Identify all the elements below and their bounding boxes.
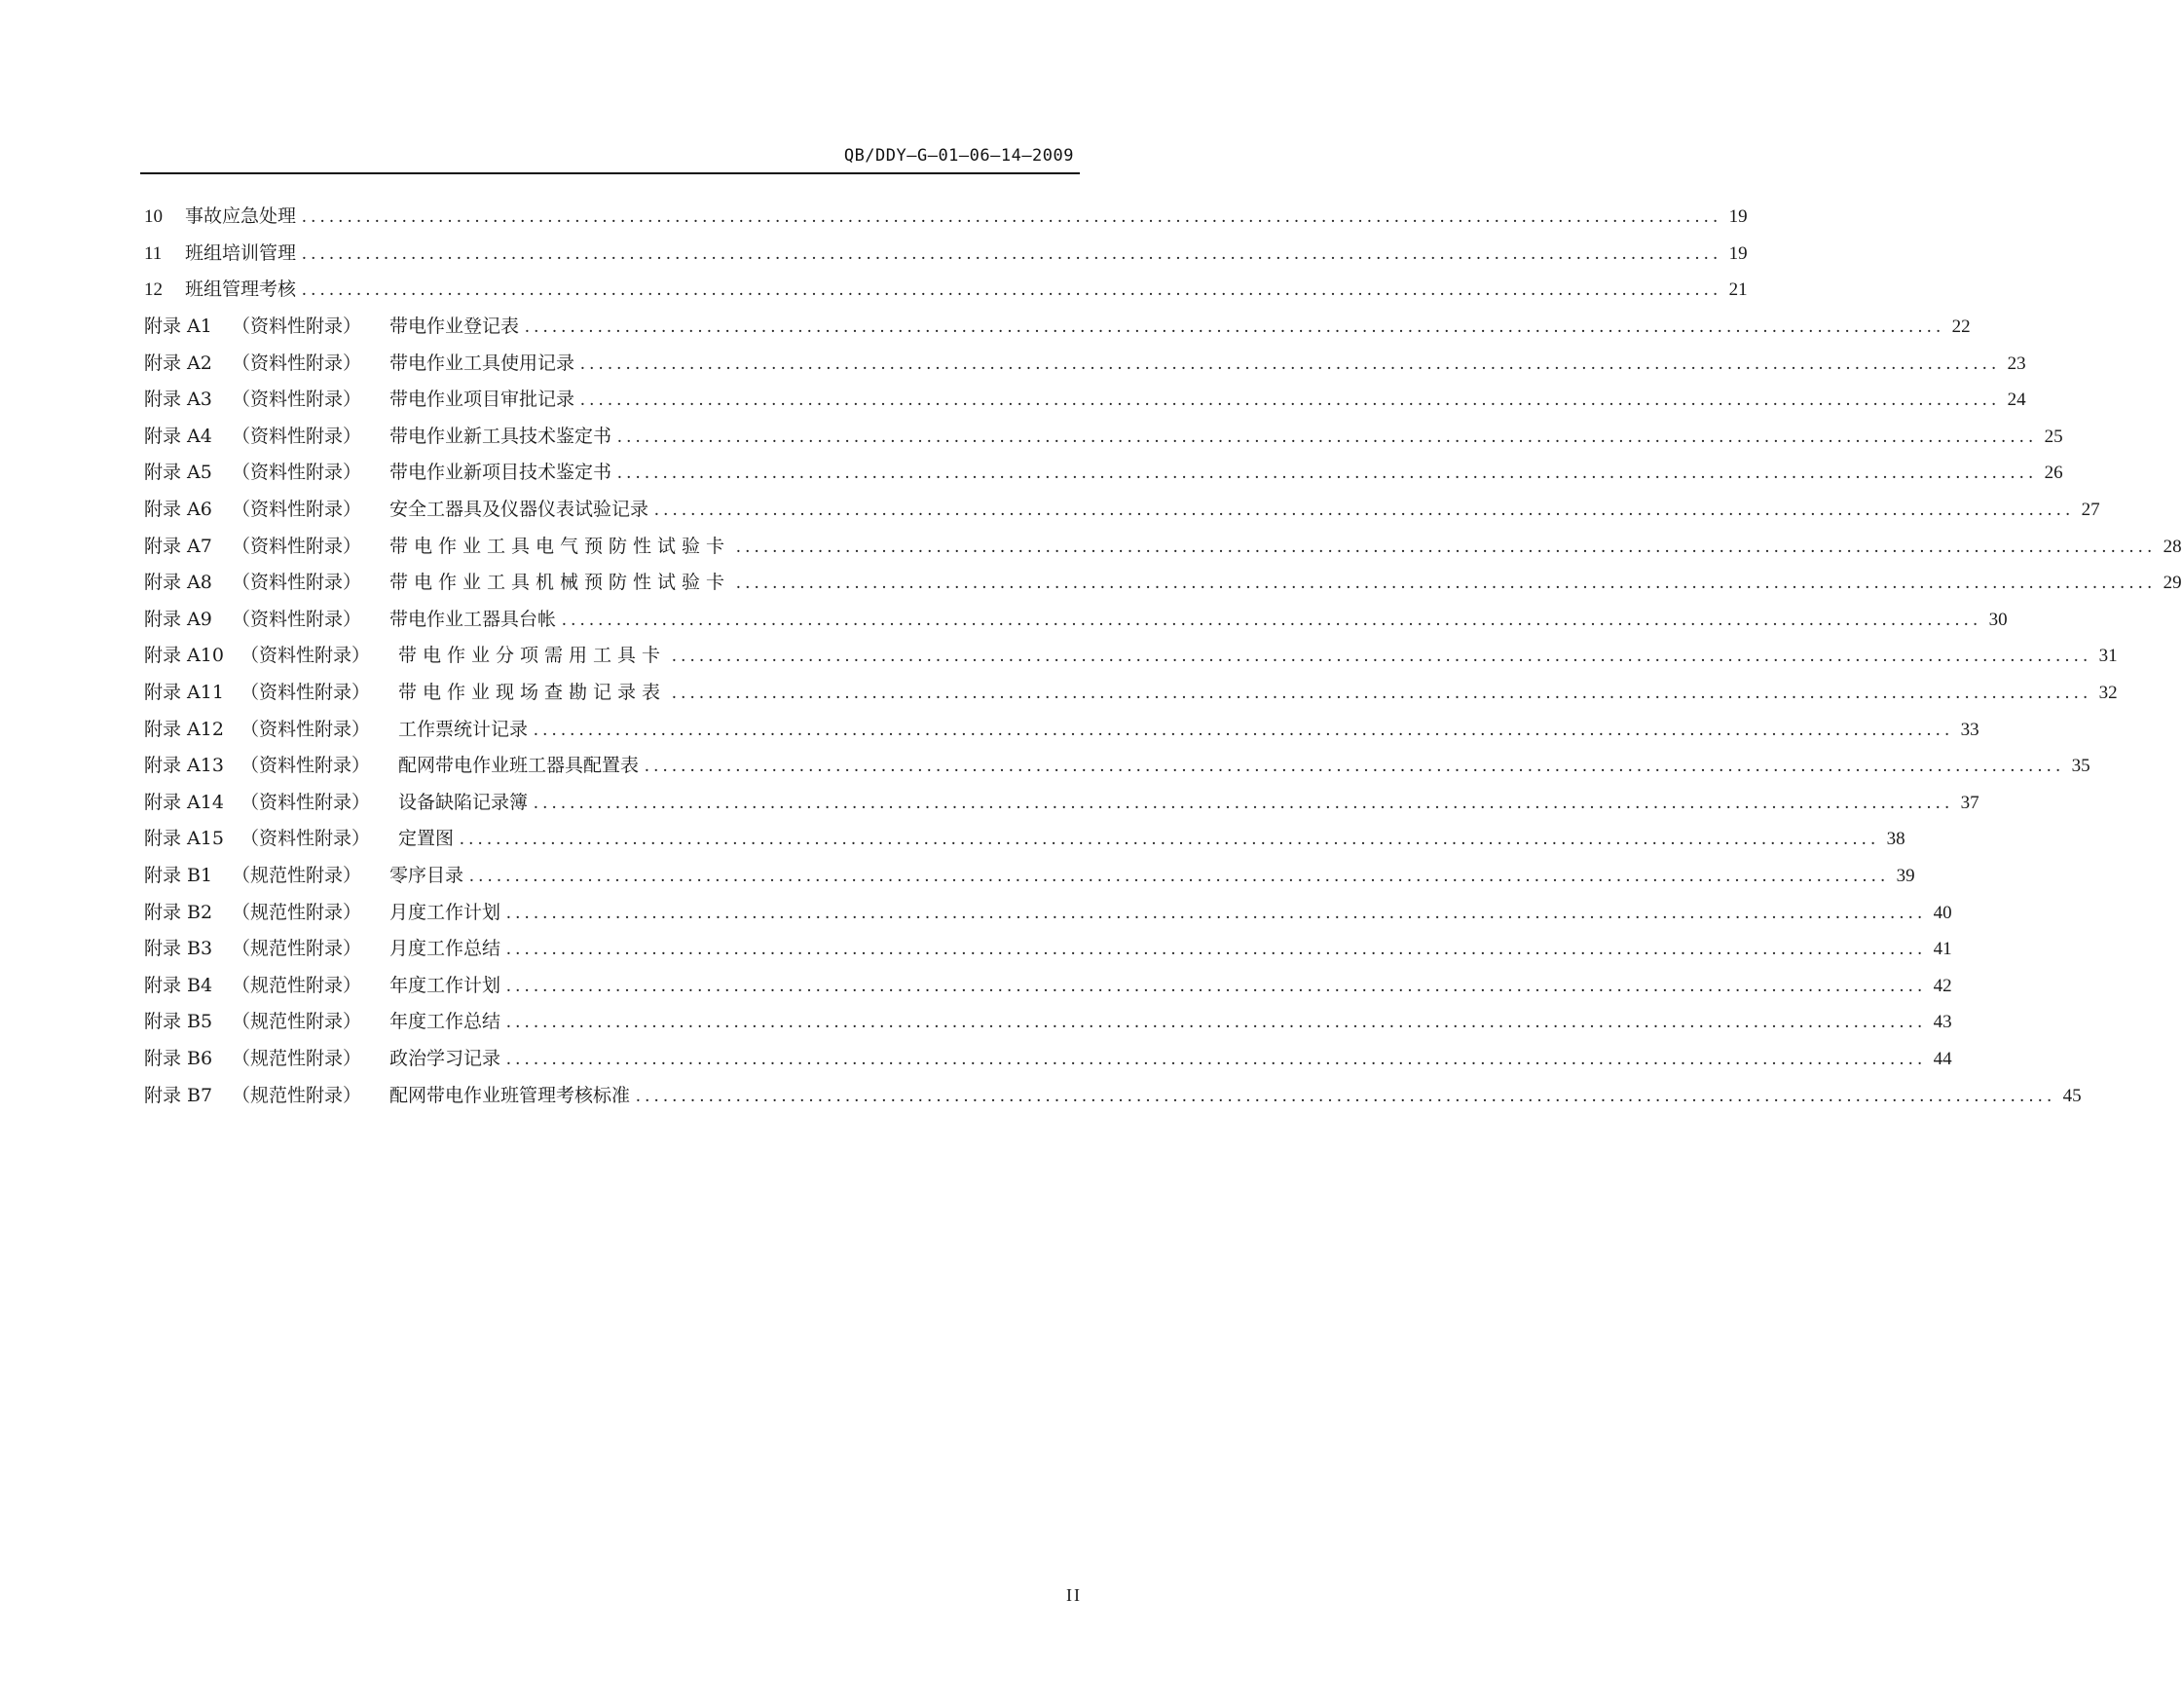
toc-leader-dots: ............................................................................................................................................................ [654,500,2075,521]
appendix-page: 33 [1960,719,1979,740]
appendix-prefix: 附录 B6 [144,1047,213,1069]
toc-leader-dots: ............................................................................................................................................................ [302,279,1722,301]
appendix-title: 年度工作计划 [389,974,501,996]
toc-entry[interactable] [144,272,1748,309]
appendix-kind: （规范性附录） [232,1084,362,1106]
toc-appendix-entry[interactable] [144,967,1952,1004]
toc-entry-title: 事故应急处理 [185,205,297,228]
toc-appendix-entry[interactable] [144,711,1979,748]
appendix-title: 带电作业工具使用记录 [389,352,575,374]
toc-leader-dots: ............................................................................................................................................................ [534,719,1954,740]
toc-entry-page: 19 [1728,242,1748,264]
appendix-kind: （规范性附录） [232,901,362,923]
toc-appendix-entry[interactable] [144,821,1905,858]
appendix-kind: （规范性附录） [232,864,362,886]
toc-appendix-entry[interactable] [144,1041,1952,1078]
appendix-page: 42 [1933,975,1952,996]
appendix-page: 28 [2163,536,2182,557]
appendix-prefix: 附录 B4 [144,974,213,996]
appendix-title: 带电作业新工具技术鉴定书 [389,425,612,447]
toc-entry-page: 19 [1728,206,1748,228]
toc-appendix-entry[interactable] [144,565,2182,602]
toc-appendix-entry[interactable] [144,748,2090,785]
appendix-title: 安全工器具及仪器仪表试验记录 [389,499,649,521]
appendix-title: 月度工作计划 [389,901,501,923]
table-of-contents [144,199,2182,1114]
appendix-title: 带电作业工器具台帐 [389,608,557,630]
toc-leader-dots: ............................................................................................................................................................ [736,573,2157,594]
toc-leader-dots: ............................................................................................................................................................ [506,1012,1927,1033]
appendix-page: 45 [2062,1085,2082,1106]
appendix-page: 25 [2044,426,2063,447]
appendix-page: 43 [1933,1012,1952,1033]
appendix-kind: （资料性附录） [232,499,362,521]
appendix-prefix: 附录 A7 [144,535,212,557]
appendix-kind: （资料性附录） [240,682,371,704]
appendix-kind: （规范性附录） [232,1047,362,1069]
toc-entry-page: 21 [1728,279,1748,301]
appendix-title: 带电作业工具电气预防性试验卡 [389,535,731,557]
appendix-prefix: 附录 A1 [144,316,212,338]
toc-appendix-entry[interactable] [144,309,1971,346]
appendix-prefix: 附录 A15 [144,828,224,850]
toc-entry-title: 班组管理考核 [185,278,297,301]
appendix-kind: （资料性附录） [232,316,362,338]
toc-leader-dots: ............................................................................................................................................................ [617,463,2038,484]
appendix-title: 年度工作总结 [389,1011,501,1033]
toc-leader-dots: ............................................................................................................................................................ [672,646,2092,667]
appendix-kind: （资料性附录） [232,389,362,411]
appendix-page: 40 [1933,902,1952,923]
toc-appendix-entry[interactable] [144,894,1952,931]
appendix-prefix: 附录 A10 [144,645,224,667]
appendix-prefix: 附录 A9 [144,608,212,630]
appendix-title: 零序目录 [389,864,464,886]
toc-entry[interactable] [144,236,1748,273]
toc-leader-dots: ............................................................................................................................................................ [506,939,1927,960]
toc-appendix-entry[interactable] [144,675,2118,712]
appendix-title: 政治学习记录 [389,1047,501,1069]
page-number: II [1066,1585,1082,1605]
appendix-title: 带电作业现场查勘记录表 [398,682,667,704]
toc-leader-dots: ............................................................................................................................................................ [525,316,1945,338]
appendix-kind: （资料性附录） [232,572,362,594]
toc-appendix-entry[interactable] [144,931,1952,968]
appendix-kind: （资料性附录） [232,462,362,484]
appendix-title: 带电作业新项目技术鉴定书 [389,462,612,484]
toc-leader-dots: ............................................................................................................................................................ [645,756,2065,777]
appendix-page: 41 [1933,939,1952,960]
page-header-code: QB/DDY—G—01—06—14—2009 [843,146,1074,166]
toc-leader-dots: ............................................................................................................................................................ [580,353,2001,374]
header-rule [140,172,1080,174]
toc-appendix-entry[interactable] [144,638,2118,675]
toc-entry-number: 11 [144,242,163,264]
appendix-prefix: 附录 A12 [144,718,224,740]
appendix-title: 配网带电作业班工器具配置表 [398,755,640,777]
toc-appendix-entry[interactable] [144,528,2182,565]
appendix-page: 38 [1886,829,1905,850]
appendix-kind: （规范性附录） [232,974,362,996]
appendix-title: 设备缺陷记录簿 [398,791,529,813]
toc-leader-dots: ............................................................................................................................................................ [672,683,2092,704]
appendix-page: 30 [1988,609,2008,630]
appendix-prefix: 附录 B1 [144,864,213,886]
toc-leader-dots: ............................................................................................................................................................ [302,242,1722,264]
toc-leader-dots: ............................................................................................................................................................ [506,902,1927,923]
appendix-page: 39 [1896,865,1915,886]
appendix-page: 24 [2007,390,2026,411]
toc-entry-number: 12 [144,279,163,301]
toc-leader-dots: ............................................................................................................................................................ [469,865,1890,886]
appendix-page: 35 [2071,756,2090,777]
toc-leader-dots: ............................................................................................................................................................ [302,206,1722,228]
appendix-page: 27 [2081,500,2100,521]
toc-entry-number: 10 [144,206,163,228]
appendix-page: 44 [1933,1048,1952,1069]
toc-appendix-entry[interactable] [144,345,2026,382]
appendix-title: 配网带电作业班管理考核标准 [389,1084,631,1106]
appendix-page: 23 [2007,353,2026,374]
appendix-prefix: 附录 A6 [144,499,212,521]
appendix-kind: （资料性附录） [232,425,362,447]
appendix-prefix: 附录 A2 [144,352,212,374]
toc-leader-dots: ............................................................................................................................................................ [617,426,2038,447]
appendix-page: 22 [1951,316,1971,338]
toc-leader-dots: ............................................................................................................................................................ [506,1048,1927,1069]
toc-leader-dots: ............................................................................................................................................................ [562,609,1982,630]
toc-appendix-entry[interactable] [144,492,2100,529]
toc-leader-dots: ............................................................................................................................................................ [580,390,2001,411]
appendix-prefix: 附录 A4 [144,425,212,447]
appendix-title: 带电作业项目审批记录 [389,389,575,411]
toc-appendix-entry[interactable] [144,1004,1952,1041]
appendix-kind: （资料性附录） [240,755,371,777]
appendix-page: 32 [2098,683,2118,704]
toc-appendix-entry[interactable] [144,858,1915,895]
appendix-page: 29 [2163,573,2182,594]
toc-leader-dots: ............................................................................................................................................................ [534,792,1954,813]
toc-appendix-entry[interactable] [144,785,1979,822]
toc-leader-dots: ............................................................................................................................................................ [736,536,2157,557]
appendix-title: 带电作业登记表 [389,316,520,338]
toc-appendix-entry[interactable] [144,382,2026,419]
appendix-prefix: 附录 B5 [144,1011,213,1033]
appendix-prefix: 附录 A14 [144,791,224,813]
appendix-prefix: 附录 A5 [144,462,212,484]
appendix-page: 37 [1960,792,1979,813]
appendix-page: 26 [2044,463,2063,484]
appendix-page: 31 [2098,646,2118,667]
appendix-kind: （资料性附录） [232,608,362,630]
appendix-title: 工作票统计记录 [398,718,529,740]
appendix-kind: （资料性附录） [240,791,371,813]
appendix-prefix: 附录 B7 [144,1084,213,1106]
appendix-title: 带电作业工具机械预防性试验卡 [389,572,731,594]
appendix-title: 月度工作总结 [389,938,501,960]
toc-entry[interactable] [144,199,1748,236]
appendix-title: 带电作业分项需用工具卡 [398,645,667,667]
toc-entry-title: 班组培训管理 [185,241,297,264]
appendix-kind: （资料性附录） [240,718,371,740]
appendix-kind: （资料性附录） [240,645,371,667]
toc-leader-dots: ............................................................................................................................................................ [506,975,1927,996]
appendix-prefix: 附录 A11 [144,682,224,704]
appendix-kind: （资料性附录） [232,352,362,374]
toc-appendix-entry[interactable] [144,419,2063,456]
appendix-kind: （规范性附录） [232,938,362,960]
appendix-title: 定置图 [398,828,455,850]
toc-leader-dots: ............................................................................................................................................................ [460,829,1880,850]
appendix-kind: （资料性附录） [232,535,362,557]
toc-appendix-entry[interactable] [144,602,2008,639]
appendix-prefix: 附录 A3 [144,389,212,411]
appendix-prefix: 附录 B3 [144,938,213,960]
appendix-prefix: 附录 A8 [144,572,212,594]
appendix-prefix: 附录 B2 [144,901,213,923]
toc-appendix-entry[interactable] [144,455,2063,492]
toc-appendix-entry[interactable] [144,1077,2082,1114]
toc-leader-dots: ............................................................................................................................................................ [636,1085,2056,1106]
appendix-kind: （资料性附录） [240,828,371,850]
appendix-prefix: 附录 A13 [144,755,224,777]
appendix-kind: （规范性附录） [232,1011,362,1033]
